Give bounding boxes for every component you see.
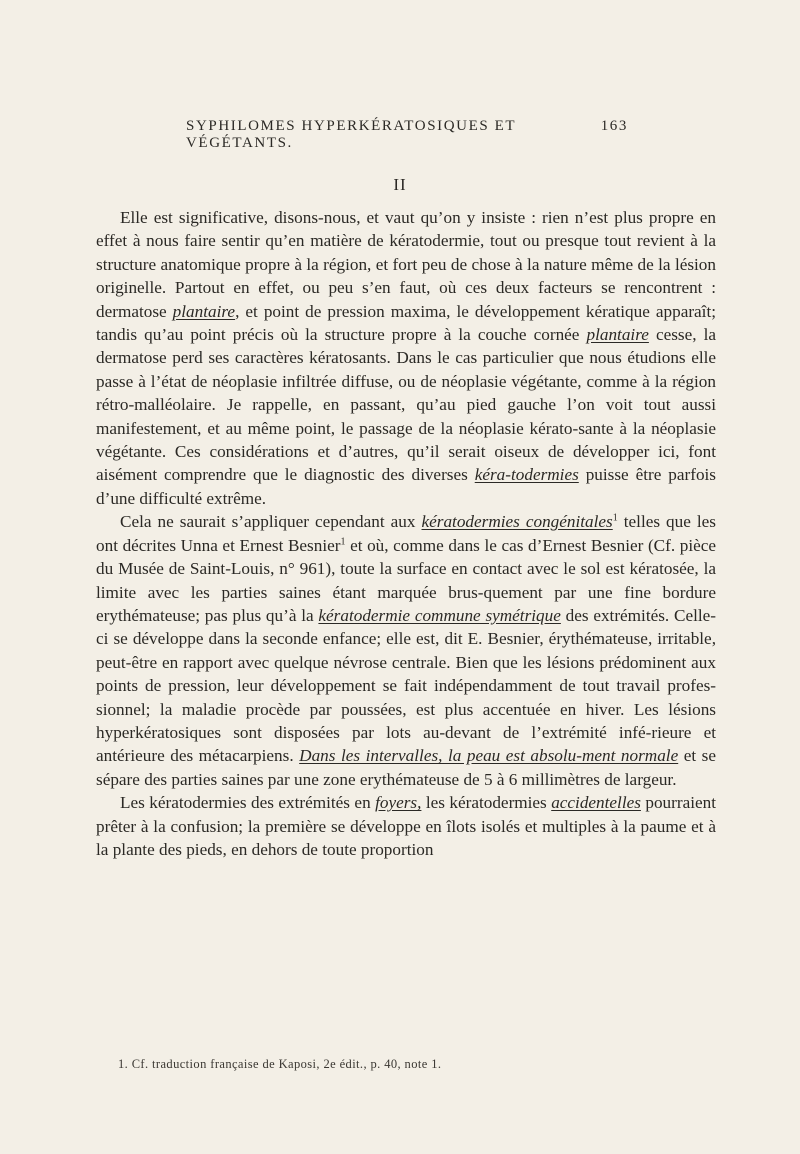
- text-run: Les kératodermies des extrémités en: [120, 793, 376, 813]
- running-title: SYPHILOMES HYPERKÉRATOSIQUES ET VÉGÉTANTS.: [186, 118, 516, 151]
- italic-text: accidentelles: [551, 793, 641, 813]
- paragraph: [96, 791, 716, 861]
- paragraph: [96, 510, 716, 791]
- text-run: telles que les ont décrites Unna et Ernest Besnier: [96, 512, 716, 555]
- italic-text: Dans les intervalles, la peau est absolu-ment normale: [299, 746, 679, 766]
- text-run: , et point de pression maxima, le développement kératique apparaît; tandis qu’au point précis où la structure propre à la couche cornée: [96, 301, 716, 345]
- text-run: Cela ne saurait s’appliquer cependant aux: [120, 512, 422, 532]
- text-run: et où, comme dans le cas d’Ernest Besnier (Cf. pièce du Musée de Saint-Louis, n° 961), toute la surface en contact avec le sol est kératosée, la limite avec les parties saines étant marquée brus-quement par une fine bordure erythémateuse; pas plus qu’à la: [96, 535, 717, 625]
- text-run: Elle est significative, disons-nous, et vaut qu’on y insiste : rien n’est plus propre en effet à nous faire sentir qu’en matière de kératodermie, tout ou presque tout revient à la structure anatomique propre à la région, et fort peu de chose à la nature même de la lésion originelle. Partout en effet, ou peu s’en faut, où ces deux facteurs se rencontrent : dermatose: [96, 208, 716, 321]
- footnote-marker: 1: [612, 512, 618, 524]
- paragraph: [96, 206, 716, 510]
- text-run: puisse être parfois d’une difficulté extrême.: [96, 465, 716, 508]
- italic-text: plantaire: [172, 301, 236, 321]
- footnote-marker: 1: [340, 535, 346, 547]
- text-run: et se sépare des parties saines par une zone erythémateuse de 5 à 6 millimètres de largeur.: [96, 746, 716, 789]
- footnote: 1. Cf. traduction française de Kaposi, 2e édit., p. 40, note 1.: [118, 1057, 442, 1071]
- text-run: des extrémités. Celle-ci se développe dans la seconde enfance; elle est, dit E. Besnier, érythémateuse, irritable, peut-être en rapport avec quelque névrose centrale. Bien que les lésions prédominent aux points de pression, leur développement se fait indépendamment de tout travail profes-sionnel; la maladie procède par poussées, est plus accentuée en hiver. Les lésions hyperkératosiques sont disposées par lots au-devant de l’extrémité infé-rieure et antérieure des métacarpiens.: [96, 605, 716, 766]
- italic-text: plantaire: [586, 325, 649, 345]
- page-number: 163: [600, 118, 628, 134]
- text-run: cesse, la dermatose perd ses caractères kératosants. Dans le cas particulier que nous étudions elle passe à l’état de néoplasie infiltrée diffuse, ou de néoplasie végétante, comme à la région rétro-malléolaire. Je rappelle, en passant, qu’au pied gauche l’on voit tout aussi manifestement, et au même point, le passage de la néoplasie kérato-sante à la néoplasie végétante. Ces considérations et d’autres, qu’il serait oiseux de développer ici, font aisément comprendre que le diagnostic des diverses: [96, 325, 716, 485]
- italic-text: foyers,: [375, 793, 422, 813]
- body-text: [96, 206, 716, 861]
- running-header: [186, 118, 628, 152]
- text-run: pourraient prêter à la confusion; la première se développe en îlots isolés et multiples à la paume et à la plante des pieds, en dehors de toute proportion: [96, 793, 716, 859]
- italic-text: kératodermies congénitales: [421, 512, 613, 532]
- italic-text: kéra-todermies: [474, 465, 579, 485]
- section-number: II: [393, 175, 407, 194]
- text-run: les kératodermies: [421, 793, 552, 813]
- italic-text: kératodermie commune symétrique: [318, 605, 561, 625]
